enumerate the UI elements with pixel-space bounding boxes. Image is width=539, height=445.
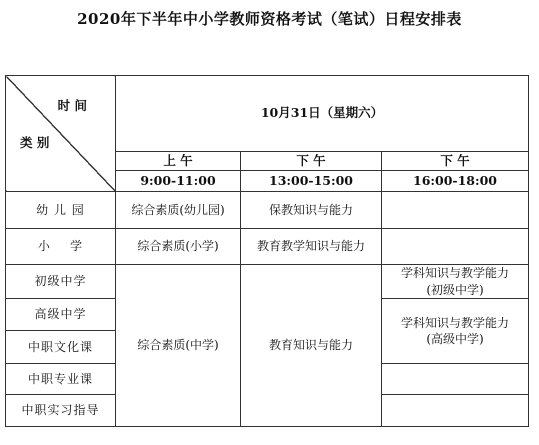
cell-primary-am: 综合素质(小学) <box>116 229 241 265</box>
category-primary: 小 学 <box>6 229 116 265</box>
session-time-3: 16:00-18:00 <box>382 171 529 192</box>
session-time-1: 9:00-11:00 <box>116 171 241 192</box>
table-row <box>6 192 529 229</box>
cell-middle-pm1: 教育知识与能力 <box>241 265 382 427</box>
cell-middle-am: 综合素质(中学) <box>116 265 241 427</box>
schedule-table <box>5 75 529 427</box>
session-period-3: 下 午 <box>382 152 529 171</box>
senior-subject-line: 学科知识与教学能力 <box>401 315 510 330</box>
header-diagonal-cell <box>6 76 116 192</box>
exam-date: 10月31日（星期六） <box>116 76 529 152</box>
cell-primary-pm2 <box>382 229 529 265</box>
category-vocational-major: 中职专业课 <box>6 364 116 395</box>
session-period-2: 下 午 <box>241 152 382 171</box>
session-period-1: 上 午 <box>116 152 241 171</box>
cell-primary-pm1: 教育教学知识与能力 <box>241 229 382 265</box>
table-row <box>6 265 529 299</box>
category-vocational-practice: 中职实习指导 <box>6 395 116 427</box>
category-junior-middle: 初级中学 <box>6 265 116 299</box>
junior-subject-level: (初级中学) <box>426 282 484 297</box>
category-kindergarten: 幼 儿 园 <box>6 192 116 229</box>
junior-subject-line: 学科知识与教学能力 <box>401 266 510 281</box>
cell-kindergarten-pm2 <box>382 192 529 229</box>
senior-subject-level: (高级中学) <box>426 332 484 346</box>
cell-senior-pm2 <box>382 299 529 364</box>
session-time-2: 13:00-15:00 <box>241 171 382 192</box>
cell-vocational-major-pm2 <box>382 364 529 395</box>
category-senior-high: 高级中学 <box>6 299 116 331</box>
cell-kindergarten-am: 综合素质(幼儿园) <box>116 192 241 229</box>
time-header-label: 时 间 <box>57 98 87 113</box>
page-title: 2020年下半年中小学教师资格考试（笔试）日程安排表 <box>77 10 462 28</box>
cell-junior-pm2 <box>382 265 529 299</box>
cell-kindergarten-pm1: 保教知识与能力 <box>241 192 382 229</box>
category-vocational-culture: 中职文化课 <box>6 331 116 364</box>
cell-vocational-practice-pm2 <box>382 395 529 427</box>
category-header-label: 类 别 <box>20 135 50 150</box>
table-row <box>6 229 529 265</box>
